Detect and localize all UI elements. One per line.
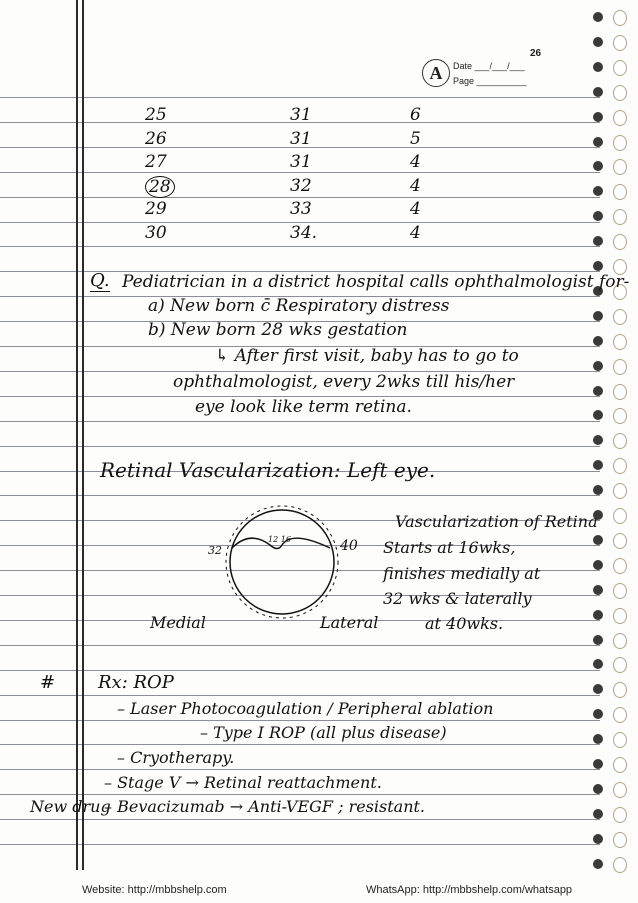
table-cell-a: 30 — [145, 222, 167, 243]
table-cell-b: 32 — [290, 175, 312, 196]
date-label: Date — [453, 61, 473, 71]
binding-ring — [593, 610, 603, 620]
rx-line-2: – Type I ROP (all plus disease) — [200, 723, 447, 742]
binding-hole — [613, 384, 627, 400]
binding-hole — [613, 184, 627, 200]
rx-line-1: – Laser Photocoagulation / Peripheral ablation — [117, 699, 494, 718]
binding-ring — [593, 186, 603, 196]
binding-hole — [613, 508, 627, 524]
binding-ring — [593, 236, 603, 246]
table-cell-b: 33 — [290, 199, 312, 219]
retina-note-4: 32 wks & laterally — [383, 589, 532, 608]
binding-ring — [593, 112, 603, 122]
binding-hole — [613, 10, 627, 26]
binding-hole — [613, 533, 627, 549]
label-medial: Medial — [150, 613, 206, 632]
question-note-2: ophthalmologist, every 2wks till his/her — [173, 372, 515, 392]
ruled-line — [0, 819, 600, 820]
table-cell-a: 25 — [145, 105, 167, 125]
table-cell-c: 4 — [410, 222, 421, 243]
margin-line-right — [82, 0, 84, 870]
binding-ring — [593, 734, 603, 744]
binding-ring — [593, 834, 603, 844]
margin-line-left — [76, 0, 78, 870]
table-cell-c: 4 — [410, 175, 421, 196]
label-12-16: 12 16 — [268, 535, 291, 544]
table-cell-c: 4 — [410, 152, 421, 172]
binding-ring — [593, 560, 603, 570]
binding-hole — [613, 334, 627, 350]
ruled-line — [0, 495, 600, 496]
binding-hole — [613, 433, 627, 449]
retina-note-1: Vascularization of Retina — [395, 512, 598, 531]
binding-ring — [593, 684, 603, 694]
ruled-line — [0, 695, 600, 696]
question-option-a: a) New born c̄ Respiratory distress — [148, 296, 450, 316]
new-drug-label: New drug — [30, 797, 111, 816]
question-option-b: b) New born 28 wks gestation — [148, 320, 408, 340]
binding-ring — [593, 585, 603, 595]
binding-ring — [593, 137, 603, 147]
binding-ring — [593, 659, 603, 669]
table-cell-c: 4 — [410, 199, 421, 219]
ruled-line — [0, 794, 600, 795]
retina-note-2: Starts at 16wks, — [383, 538, 516, 557]
table-cell-b: 31 — [290, 105, 312, 125]
binding-ring — [593, 37, 603, 47]
binding-hole — [613, 309, 627, 325]
page-number: 26 — [530, 48, 542, 59]
binding-hole — [613, 807, 627, 823]
binding-hole — [613, 633, 627, 649]
ruled-line — [0, 446, 600, 447]
label-40: 40 — [340, 538, 358, 554]
binding-ring — [593, 211, 603, 221]
page-value: __________ — [476, 76, 527, 86]
binding-hole — [613, 558, 627, 574]
binding-ring — [593, 361, 603, 371]
binding-hole — [613, 60, 627, 76]
binding-ring — [593, 386, 603, 396]
question-marker: Q. — [90, 270, 110, 291]
binding-ring — [593, 12, 603, 22]
question-note-3: eye look like term retina. — [195, 397, 412, 417]
binding-hole — [613, 757, 627, 773]
rx-title: Rx: ROP — [98, 672, 174, 693]
date-value: ___/___/___ — [474, 61, 525, 71]
table-cell-a: 27 — [145, 152, 167, 172]
binding-ring — [593, 859, 603, 869]
ruled-line — [0, 744, 600, 745]
table-cell-b: 34. — [290, 222, 318, 243]
binding-hole — [613, 408, 627, 424]
binding-hole — [613, 782, 627, 798]
binding-ring — [593, 635, 603, 645]
binding-hole — [613, 359, 627, 375]
binding-hole — [613, 135, 627, 151]
table-cell-c: 5 — [410, 128, 421, 149]
binding-ring — [593, 311, 603, 321]
rx-line-5: – Bevacizumab → Anti-VEGF ; resistant. — [104, 797, 426, 816]
binding-ring — [593, 759, 603, 769]
binding-hole — [613, 682, 627, 698]
binding-ring — [593, 261, 603, 271]
binding-ring — [593, 535, 603, 545]
retina-diagram — [220, 500, 350, 630]
label-32: 32 — [208, 544, 222, 557]
label-lateral: Lateral — [320, 613, 379, 632]
ruled-line — [0, 246, 600, 247]
binding-ring — [593, 784, 603, 794]
binding-ring — [593, 410, 603, 420]
ruled-line — [0, 97, 600, 98]
ruled-line — [0, 645, 600, 646]
ruled-line — [0, 720, 600, 721]
table-cell-a: 26 — [145, 128, 167, 149]
binding-ring — [593, 336, 603, 346]
binding-hole — [613, 832, 627, 848]
ruled-line — [0, 844, 600, 845]
hash-marker: # — [40, 672, 56, 693]
binding-hole — [613, 209, 627, 225]
eye-scallop — [226, 506, 338, 618]
binding-ring — [593, 460, 603, 470]
binding-ring — [593, 485, 603, 495]
page-field — [453, 76, 527, 86]
binding-hole — [613, 110, 627, 126]
logo-icon — [422, 59, 450, 87]
binding-hole — [613, 458, 627, 474]
rx-line-4: – Stage V → Retinal reattachment. — [104, 773, 382, 792]
binding-ring — [593, 435, 603, 445]
binding-hole — [613, 483, 627, 499]
table-cell-c: 6 — [410, 105, 421, 125]
table-cell-b: 31 — [290, 128, 312, 149]
footer-website: Website: http://mbbshelp.com — [82, 884, 227, 896]
table-cell-b: 31 — [290, 152, 312, 172]
binding-ring — [593, 709, 603, 719]
table-cell-a: 28 — [145, 176, 175, 198]
date-field — [453, 61, 525, 71]
binding-ring — [593, 87, 603, 97]
page-label: Page — [453, 76, 475, 86]
binding-hole — [613, 35, 627, 51]
binding-hole — [613, 583, 627, 599]
table-cell-a: 29 — [145, 199, 167, 219]
question-line-1: Pediatrician in a district hospital calls ophthalmologist for- — [122, 272, 630, 292]
binding-hole — [613, 857, 627, 873]
binding-ring — [593, 62, 603, 72]
binding-hole — [613, 85, 627, 101]
eye-outline — [230, 510, 334, 614]
binding-ring — [593, 161, 603, 171]
binding-hole — [613, 234, 627, 250]
binding-ring — [593, 809, 603, 819]
retinal-heading: Retinal Vascularization: Left eye. — [100, 458, 436, 482]
rx-line-3: – Cryotherapy. — [117, 748, 235, 767]
binding-hole — [613, 657, 627, 673]
footer-whatsapp: WhatsApp: http://mbbshelp.com/whatsapp — [366, 884, 573, 896]
ruled-line — [0, 670, 600, 671]
binding-hole — [613, 732, 627, 748]
ruled-line — [0, 769, 600, 770]
binding-hole — [613, 159, 627, 175]
retina-note-3: finishes medially at — [383, 564, 541, 583]
question-note-1: ↳ After first visit, baby has to go to — [215, 346, 519, 366]
binding-hole — [613, 608, 627, 624]
ruled-line — [0, 421, 600, 422]
binding-hole — [613, 707, 627, 723]
ruled-line — [0, 197, 600, 198]
logo-letter: A — [429, 63, 443, 83]
retina-note-5: at 40wks. — [425, 614, 504, 633]
